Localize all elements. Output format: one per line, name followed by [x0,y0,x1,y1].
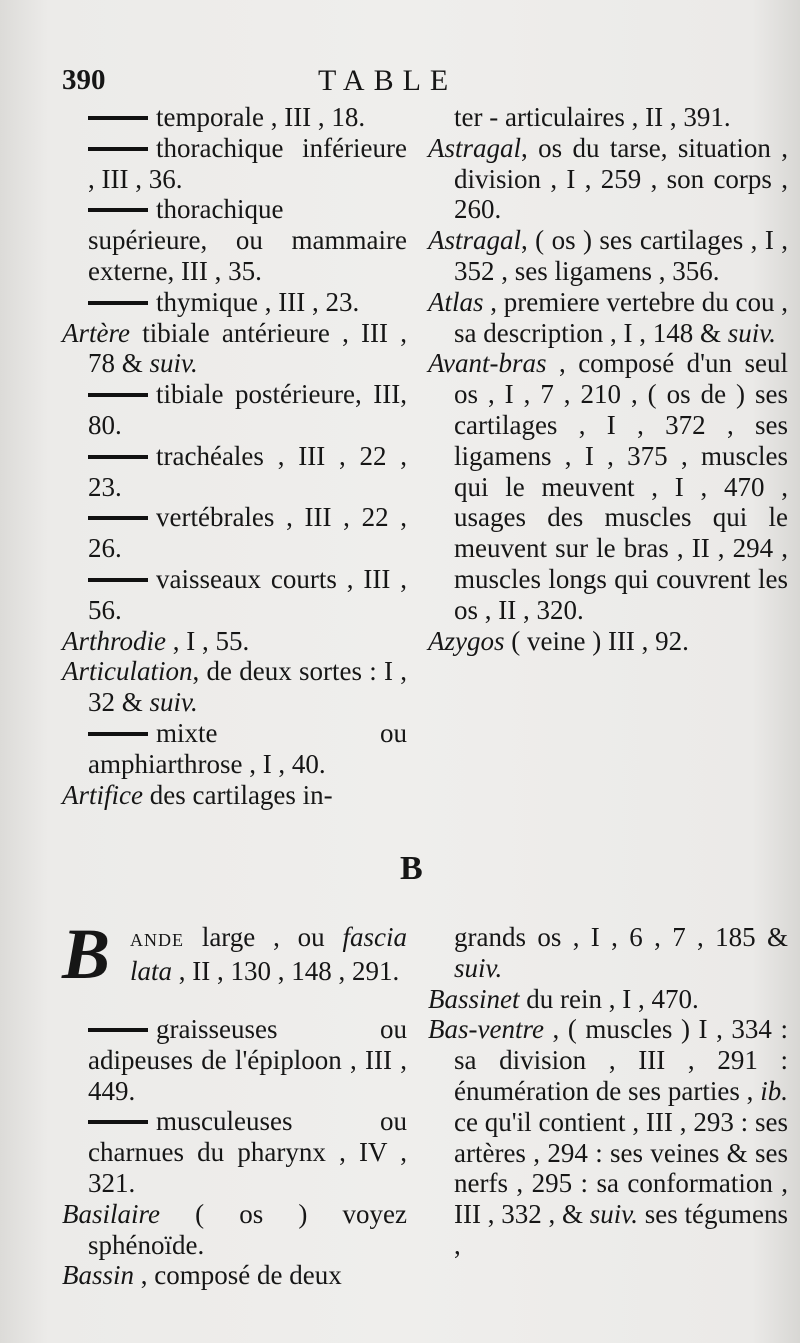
italic-term: Bassin [62,1260,135,1291]
entry-text: , composé de deux [134,1260,342,1291]
sub-entry [62,133,407,195]
entry-text: ( veine ) III , 92. [504,625,689,656]
entry-text: tibiale postérieure, III, 80. [88,379,407,440]
entry-text: ses tégumens , [454,1199,788,1260]
entry-text: thymique , III , 23. [156,286,360,317]
page-number: 390 [62,64,106,96]
entry-text: , I , 55. [166,625,250,656]
right-column-bottom [428,922,788,1261]
section-letter: B [400,850,423,887]
italic-term: Artifice [62,779,143,810]
index-entry [428,133,788,225]
ditto-dash [88,301,148,305]
italic-term: Azygos [428,625,505,656]
entry-text: vertébrales , III , 22 , 26. [88,502,407,564]
ditto-dash [88,208,148,212]
entry-text: temporale , III , 18. [156,102,366,132]
entry-text: large , ou [184,922,343,952]
continued-entry [428,922,788,984]
italic-term: Basilaire [62,1198,160,1229]
italic-term: Bas-ventre [428,1014,544,1045]
italic-term: Articulation [62,656,193,687]
italic-term: suiv. [589,1199,638,1230]
sub-entry [62,102,407,133]
entry-text: des cartilages in- [142,779,333,810]
italic-term: Bassinet [428,983,520,1014]
entry-text: thorachique supérieure, ou mammaire externe, III , 35. [88,194,407,286]
index-entry [62,318,407,380]
sub-entry [62,564,407,626]
entry-text: thorachique inférieure , III , 36. [88,132,407,194]
entry-text: ce qu'il contient , III , 293 : ses artères , 294 : ses veines & ses nerfs , 295 : sa conformation , III , 332 , & [454,1106,788,1230]
left-column-top [62,102,407,810]
first-entry-bande [62,914,407,1014]
right-column-top [428,102,788,656]
index-entry [62,656,407,718]
entry-text: , de deux sortes : I , 32 & [88,656,407,718]
italic-term: Artère [62,317,130,348]
continued-entry [428,102,788,133]
entry-text: , premiere vertebre du cou , sa description , I , 148 & [454,286,788,348]
index-entry [428,225,788,287]
italic-term: suiv. [454,952,503,983]
sub-entry [62,441,407,503]
italic-term: Astragal [428,225,522,256]
italic-term: suiv. [149,348,198,379]
entry-text: musculeuses ou charnues du pharynx , IV , 321. [88,1106,407,1198]
ditto-dash [88,1028,148,1032]
entry-text: , ( muscles ) I , 334 : sa division , III , 291 : énumération de ses parties , [454,1014,788,1106]
sub-entry [62,379,407,441]
entry-text: vaisseaux courts , III , 56. [88,563,407,625]
ditto-dash [88,116,148,120]
index-entry [62,626,407,657]
entry-text: graisseuses ou adipeuses de l'épiploon , III , 449. [88,1014,407,1106]
index-entry [62,780,407,811]
entry-text: du rein , I , 470. [519,983,699,1014]
index-entry [428,287,788,349]
ditto-dash [88,732,148,736]
ditto-dash [88,1120,148,1124]
entry-text: mixte ou amphiarthrose , I , 40. [88,717,407,779]
entry-text: ( os ) voyez sphénoïde. [88,1198,407,1260]
left-column-bottom [62,914,407,1291]
entry-text: tibiale antérieure , III , 78 & [88,317,407,379]
entry-text: , II , 130 , 148 , 291. [172,955,400,986]
italic-term: Avant-bras [428,348,547,379]
sub-entry [62,194,407,286]
ditto-dash [88,393,148,397]
italic-term: Arthrodie [62,625,166,656]
ditto-dash [88,578,148,582]
index-entry [428,626,788,657]
italic-term: fascia lata [130,922,407,986]
smallcaps-word: ANDE [130,930,184,950]
sub-entry [62,1014,407,1106]
entry-text: , ( os ) ses cartilages , I , 352 , ses ligamens , 356. [454,225,788,286]
entry-text: ter - articulaires , II , 391. [454,102,731,132]
index-entry [62,1260,407,1291]
italic-term: Atlas [428,286,484,317]
entry-text: grands os , I , 6 , 7 , 185 & [454,922,788,952]
entry-text: trachéales , III , 22 , 23. [88,440,407,502]
index-entry [428,984,788,1015]
sub-entry [62,718,407,780]
index-entry [428,348,788,625]
ditto-dash [88,516,148,520]
page-header [0,64,800,104]
index-entry [428,1014,788,1260]
italic-term: suiv. [727,317,776,348]
ditto-dash [88,147,148,151]
left-bottom-entries [62,1014,407,1291]
sub-entry [62,287,407,318]
drop-cap: B [62,914,111,994]
sub-entry [62,502,407,564]
running-head: TABLE [318,64,458,97]
italic-term: suiv. [149,687,198,718]
ditto-dash [88,455,148,459]
italic-term: ib. [760,1075,788,1106]
sub-entry [62,1106,407,1198]
italic-term: Astragal [428,132,522,163]
index-entry [62,1199,407,1261]
entry-text: , composé d'un seul os , I , 7 , 210 , ( os de ) ses cartilages , I , 372 , ses ligamens , I , 375 , muscles qui le meuvent , I , 470 , usages des muscles qui le meuvent sur le bras , II , 294 , muscles longs qui couvrent les os , II , 320. [454,348,788,625]
entry-text: , os du tarse, situation , division , I , 259 , son corps , 260. [454,132,788,225]
